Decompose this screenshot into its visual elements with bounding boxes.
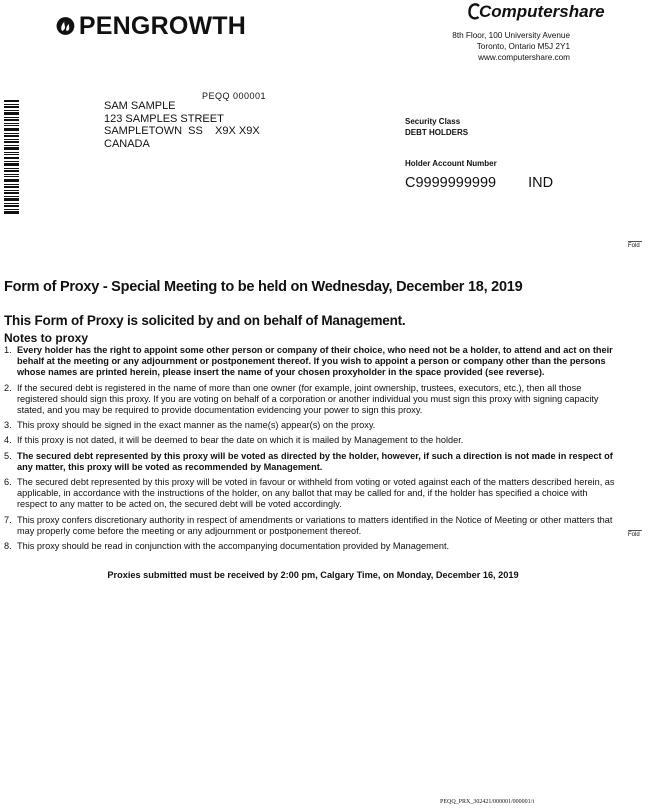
security-class-value: DEBT HOLDERS	[405, 128, 469, 137]
fold-mark: Fold	[628, 530, 642, 538]
address-line: 123 SAMPLES STREET	[104, 112, 224, 125]
agent-name: Computershare	[479, 2, 605, 21]
address-line: CANADA	[104, 137, 150, 150]
agent-address-line: 8th Floor, 100 University Avenue	[452, 31, 570, 40]
fold-mark: Fold	[628, 241, 642, 249]
note-item	[4, 477, 616, 511]
note-number: 8.	[4, 541, 12, 552]
postal-barcode	[4, 100, 19, 214]
note-number: 5.	[4, 450, 12, 461]
note-number: 7.	[4, 514, 12, 525]
account-suffix: IND	[528, 175, 554, 191]
note-text: This proxy confers discretionary authority in respect of amendments or variations to matters identified in the Notice of Meeting or other matters that may properly come before the meeting or any adjournment or postponement thereof.	[17, 514, 613, 536]
notes-heading: Notes to proxy	[4, 331, 89, 345]
submission-deadline: Proxies submitted must be received by 2:00 pm, Calgary Time, on Monday, December 16, 2019	[107, 570, 519, 580]
note-text: The secured debt represented by this proxy will be voted in favour or withheld from voting or voted against each of the matters described herein, as applicable, in accordance with the instructions of the holder, on any ballot that may be called for and, if the holder has specified a choice with respect to any matter to be acted on, the secured debt will be voted accordingly.	[17, 477, 615, 510]
note-item	[4, 420, 616, 431]
notes-list	[4, 345, 616, 556]
address-line: SAM SAMPLE	[104, 100, 176, 112]
note-text: This proxy should be signed in the exact manner as the name(s) appear(s) on the proxy.	[17, 420, 376, 431]
note-text: This proxy should be read in conjunction with the accompanying documentation provided by Management.	[17, 541, 450, 552]
note-item	[4, 345, 616, 379]
address-line: SAMPLETOWN SS X9X X9X	[104, 125, 260, 137]
account-number-label: Holder Account Number	[405, 159, 497, 168]
form-title: Form of Proxy - Special Meeting to be held on Wednesday, December 18, 2019	[4, 279, 523, 295]
security-class-label: Security Class	[405, 117, 461, 126]
mailing-code: PEQQ 000001	[202, 91, 267, 101]
note-number: 1.	[4, 345, 12, 355]
account-number-row	[405, 175, 553, 191]
security-class	[405, 116, 468, 138]
note-text: If the secured debt is registered in the name of more than one owner (for example, joint ownership, trustees, executors, etc.), then all those registered should sign this proxy. If you are voting on behalf of a corporation or another individual you must sign this proxy with signing capacity stated, and you may be required to provide documentation evidencing your power to sign this proxy.	[17, 382, 599, 416]
agent-address-line: Toronto, Ontario M5J 2Y1	[476, 42, 570, 51]
note-text: If this proxy is not dated, it will be deemed to bear the date on which it is mailed by Management to the holder.	[17, 435, 464, 446]
note-item	[4, 515, 616, 537]
computershare-logo	[468, 2, 605, 22]
note-text: The secured debt represented by this proxy will be voted as directed by the holder, however, if such a direction is not made in respect of any matter, this proxy will be voted as recommended by Management.	[17, 450, 613, 472]
note-number: 6.	[4, 477, 12, 488]
solicitation-heading: This Form of Proxy is solicited by and on behalf of Management.	[4, 313, 406, 328]
note-item	[4, 451, 616, 473]
note-number: 3.	[4, 420, 12, 431]
note-item	[4, 435, 616, 446]
note-text: Every holder has the right to appoint some other person or company of their choice, who need not be a holder, to attend and act on their behalf at the meeting or any adjournment or postponement thereof. If you wish to appoint a person or company other than the persons whose names are printed herein, please insert the name of your chosen proxyholder in the space provided (see reverse).	[17, 345, 613, 378]
flame-logo-icon	[56, 9, 75, 43]
issuer-name: PENGROWTH	[78, 11, 246, 40]
note-item	[4, 383, 616, 417]
mailing-address	[104, 100, 260, 150]
note-item	[4, 541, 616, 552]
note-number: 2.	[4, 382, 12, 393]
note-number: 4.	[4, 435, 12, 446]
account-number: C9999999999	[405, 175, 497, 191]
footer-code: PEQQ_PRX_302421/000001/000001/i	[440, 799, 535, 805]
agent-website: www.computershare.com	[478, 53, 570, 62]
agent-address	[452, 30, 570, 63]
pengrowth-logo	[56, 8, 246, 44]
